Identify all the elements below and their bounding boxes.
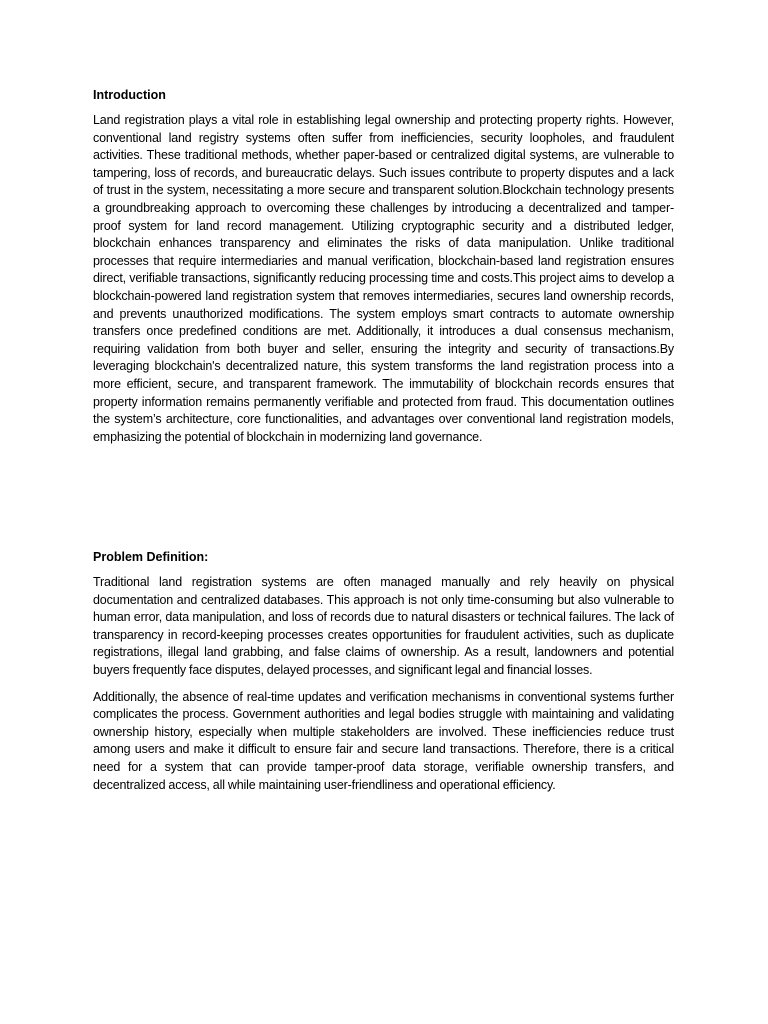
introduction-paragraph: Land registration plays a vital role in establishing legal ownership and protecting property rights. However, conventional land registry systems often suffer from inefficiencies, security loopholes, and fraudulent activities. These traditional methods, whether paper-based or centralized digital systems, are vulnerable to tampering, loss of records, and bureaucratic delays. Such issues contribute to property disputes and a lack of trust in the system, necessitating a more secure and transparent solution.Blockchain technology presents a groundbreaking approach to overcoming these challenges by introducing a decentralized and tamper-proof system for land record management. Utilizing cryptographic security and a distributed ledger, blockchain enhances transparency and eliminates the risks of data manipulation. Unlike traditional processes that require intermediaries and manual verification, blockchain-based land registration ensures direct, verifiable transactions, significantly reducing processing time and costs.This project aims to develop a blockchain-powered land registration system that removes intermediaries, secures land ownership records, and prevents unauthorized modifications. The system employs smart contracts to automate ownership transfers once predefined conditions are met. Additionally, it introduces a dual consensus mechanism, requiring validation from both buyer and seller, ensuring the integrity and security of transactions.By leveraging blockchain's decentralized nature, this system transforms the land registration process into a more efficient, secure, and transparent framework. The immutability of blockchain records ensures that property information remains permanently verifiable and protected from fraud. This documentation outlines the system’s architecture, core functionalities, and advantages over conventional land registration models, emphasizing the potential of blockchain in modernizing land governance. bbox=[93, 113, 674, 444]
problem-definition-section bbox=[93, 549, 674, 803]
problem-definition-paragraph-2: Additionally, the absence of real-time updates and verification mechanisms in conventional systems further complicates the process. Government authorities and legal bodies struggle with maintaining and validating ownership history, especially when multiple stakeholders are involved. These inefficiencies reduce trust among users and make it difficult to ensure fair and secure land transactions. Therefore, there is a critical need for a system that can provide tamper-proof data storage, verifiable ownership transfers, and decentralized access, all while maintaining user-friendliness and operational efficiency. bbox=[93, 689, 674, 792]
problem-definition-heading: Problem Definition: bbox=[93, 550, 209, 564]
problem-definition-paragraph-1: Traditional land registration systems are often managed manually and rely heavily on physical documentation and centralized databases. This approach is not only time-consuming but also vulnerable to human error, data manipulation, and loss of records due to natural disasters or technical failures. The lack of transparency in record-keeping processes creates opportunities for fraudulent activities, such as duplicate registrations, illegal land grabbing, and false claims of ownership. As a result, landowners and potential buyers frequently face disputes, delayed processes, and significant legal and financial losses. bbox=[93, 575, 674, 677]
introduction-heading: Introduction bbox=[93, 88, 166, 102]
introduction-section bbox=[93, 87, 674, 455]
